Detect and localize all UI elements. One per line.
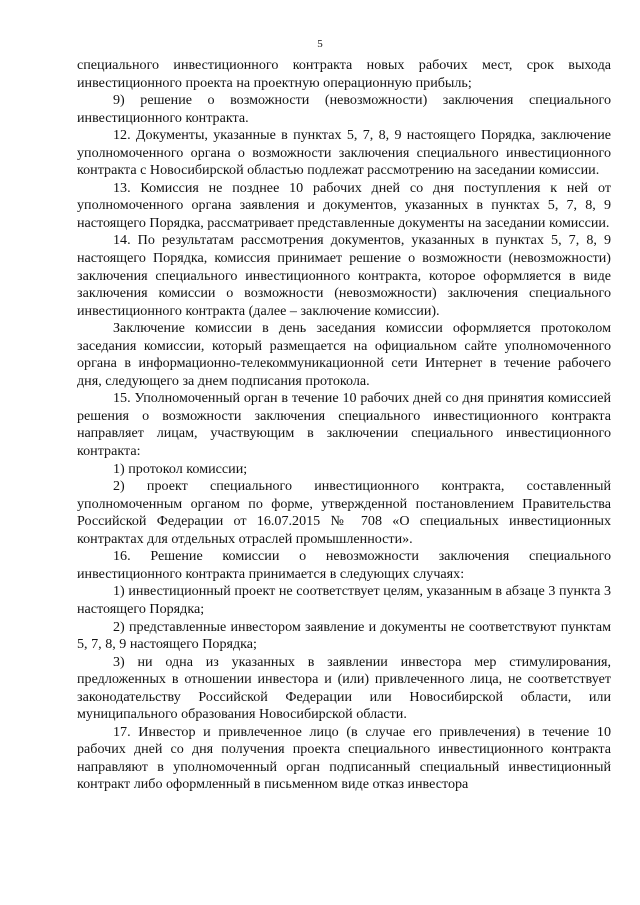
paragraph-16-item-3: 3) ни одна из указанных в заявлении инвестора мер стимулирования, предложенных в отношении инвестора и (или) привлеченного лица, не соответствует законодательству Российской Федерации или Новосибирской области, или муниципального образования Новосибирской области. <box>77 653 611 723</box>
paragraph-15-item-2: 2) проект специального инвестиционного контракта, составленный уполномоченным органом по форме, утвержденной постановлением Правительства Российской Федерации от 16.07.2015 № 708 «О специальных инвестиционных контрактах для отдельных отраслей промышленности». <box>77 478 611 547</box>
document-body <box>77 57 611 794</box>
paragraph-13: 13. Комиссия не позднее 10 рабочих дней со дня поступления к ней от уполномоченного органа заявления и документов, указанных в пунктах 5, 7, 8, 9 настоящего Порядка, рассматривает представленные документы на заседании комиссии. <box>77 179 611 231</box>
paragraph-16: 16. Решение комиссии о невозможности заключения специального инвестиционного контракта принимается в следующих случаях: <box>77 548 611 582</box>
paragraph-item-9: 9) решение о возможности (невозможности) заключения специального инвестиционного контракта. <box>77 92 611 126</box>
paragraph-commission-conclusion: Заключение комиссии в день заседания комиссии оформляется протоколом заседания комиссии, который размещается на официальном сайте уполномоченного органа в информационно-телекоммуникационной сети Интернет в течение рабочего дня, следующего за днем подписания протокола. <box>77 320 611 389</box>
paragraph-12: 12. Документы, указанные в пунктах 5, 7, 8, 9 настоящего Порядка, заключение уполномоченного органа о возможности заключения специального инвестиционного контракта с Новосибирской областью подлежат рассмотрению на заседании комиссии. <box>77 127 611 179</box>
paragraph-16-item-2: 2) представленные инвестором заявление и документы не соответствуют пунктам 5, 7, 8, 9 настоящего Порядка; <box>77 618 611 653</box>
paragraph-15: 15. Уполномоченный орган в течение 10 рабочих дней со дня принятия комиссией решения о возможности заключения специального инвестиционного контракта направляет лицам, участвующим в заключении специального инвестиционного контракта: <box>77 390 611 460</box>
paragraph-14: 14. По результатам рассмотрения документов, указанных в пунктах 5, 7, 8, 9 настоящего Порядка, комиссия принимает решение о возможности (невозможности) заключения специального инвестиционного контракта, которое оформляется в виде заключения комиссии о возможности (невозможности) заключения специального инвестиционного контракта (далее – заключение комиссии). <box>77 232 611 319</box>
paragraph-16-item-1: 1) инвестиционный проект не соответствует целям, указанным в абзаце 3 пункта 3 настоящего Порядка; <box>77 583 611 617</box>
paragraph-continuation: специального инвестиционного контракта новых рабочих мест, срок выхода инвестиционного проекта на проектную операционную прибыль; <box>77 57 611 91</box>
paragraph-17: 17. Инвестор и привлеченное лицо (в случае его привлечения) в течение 10 рабочих дней со дня получения проекта специального инвестиционного контракта направляют в уполномоченный орган подписанный специальный инвестиционный контракт либо оформленный в письменном виде отказ инвестора <box>77 723 611 793</box>
paragraph-15-item-1: 1) протокол комиссии; <box>113 460 248 477</box>
page-number: 5 <box>317 38 323 50</box>
